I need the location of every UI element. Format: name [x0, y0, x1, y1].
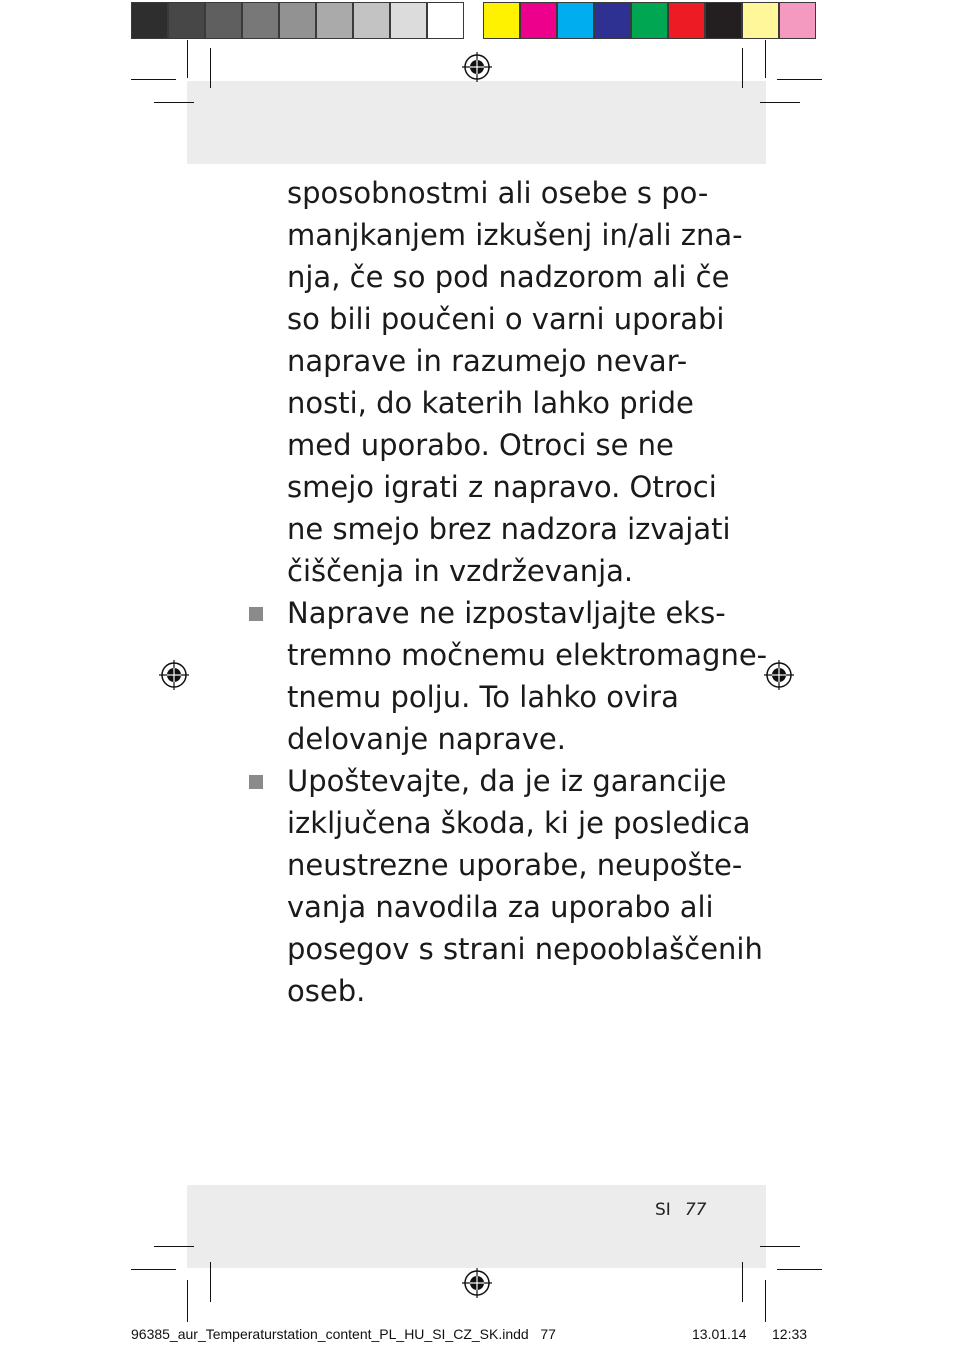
gray-swatch: [131, 2, 168, 39]
gray-swatch: [427, 2, 464, 39]
color-swatch: [594, 2, 631, 39]
color-swatch: [705, 2, 742, 39]
slug-filename: 96385_aur_Temperaturstation_content_PL_HU_SI_CZ_SK.indd 77: [131, 1326, 556, 1342]
crop-mark: [131, 79, 176, 80]
crop-mark: [187, 40, 188, 78]
text-line: so bili poučeni o varni uporabi: [287, 302, 725, 336]
gray-swatch: [279, 2, 316, 39]
crop-mark: [210, 48, 211, 88]
color-swatch: [483, 2, 520, 39]
registration-mark-icon: [764, 660, 794, 690]
text-line: ne smejo brez nadzora izvajati: [287, 512, 731, 546]
text-line: nja, če so pod nadzorom ali če: [287, 260, 730, 294]
gray-swatch: [168, 2, 205, 39]
text-line: vanja navodila za uporabo ali: [287, 890, 714, 924]
print-slug: [131, 1326, 811, 1342]
text-line: tnemu polju. To lahko ovira: [287, 680, 679, 714]
text-line: tremno močnemu elektromagne-: [287, 638, 768, 672]
color-swatch: [742, 2, 779, 39]
crop-mark: [742, 1262, 743, 1302]
crop-mark: [187, 1280, 188, 1322]
registration-mark-icon: [462, 1268, 492, 1298]
gray-swatch: [390, 2, 427, 39]
crop-mark: [154, 1246, 194, 1247]
gray-swatch: [205, 2, 242, 39]
color-swatch: [631, 2, 668, 39]
header-band: [187, 81, 766, 164]
gray-swatch-bar: [131, 2, 464, 39]
bullet-item-warranty: [287, 760, 763, 1012]
gray-swatch: [316, 2, 353, 39]
crop-mark: [765, 40, 766, 78]
crop-mark: [154, 102, 194, 103]
page-number: 77: [684, 1200, 707, 1220]
text-line: posegov s strani nepooblaščenih: [287, 932, 763, 966]
crop-mark: [760, 1246, 800, 1247]
square-bullet-icon: [249, 775, 263, 789]
color-swatch: [520, 2, 557, 39]
text-line: oseb.: [287, 974, 366, 1008]
crop-mark: [760, 102, 800, 103]
text-line: Naprave ne izpostavljajte eks-: [287, 596, 726, 630]
text-line: neustrezne uporabe, neupošte-: [287, 848, 743, 882]
language-code: SI: [655, 1200, 671, 1220]
color-swatch: [779, 2, 816, 39]
text-line: med uporabo. Otroci se ne: [287, 428, 674, 462]
slug-date: 13.01.14: [692, 1326, 747, 1342]
text-line: manjkanjem izkušenj in/ali zna-: [287, 218, 743, 252]
bullet-item-electromagnetic: [287, 592, 768, 760]
text-line: sposobnostmi ali osebe s po-: [287, 176, 709, 210]
crop-mark: [777, 79, 822, 80]
crop-mark: [210, 1262, 211, 1302]
body-text: [287, 172, 768, 1012]
text-line: izključena škoda, ki je posledica: [287, 806, 751, 840]
crop-mark: [131, 1269, 176, 1270]
crop-mark: [742, 48, 743, 88]
registration-mark-icon: [462, 52, 492, 82]
crop-mark: [765, 1280, 766, 1322]
color-swatch: [668, 2, 705, 39]
square-bullet-icon: [249, 607, 263, 621]
gray-swatch: [242, 2, 279, 39]
color-swatch-bar: [483, 2, 816, 39]
page-folio: [655, 1200, 706, 1220]
text-line: čiščenja in vzdrževanja.: [287, 554, 634, 588]
text-line: Upoštevajte, da je iz garancije: [287, 764, 727, 798]
text-line: delovanje naprave.: [287, 722, 566, 756]
color-swatch: [557, 2, 594, 39]
text-line: nosti, do katerih lahko pride: [287, 386, 694, 420]
registration-mark-icon: [159, 660, 189, 690]
footer-band: [187, 1185, 766, 1268]
text-line: smejo igrati z napravo. Otroci: [287, 470, 717, 504]
paragraph-continuation: [287, 172, 743, 592]
gray-swatch: [353, 2, 390, 39]
text-line: naprave in razumejo nevar-: [287, 344, 688, 378]
slug-time: 12:33: [772, 1326, 808, 1342]
crop-mark: [777, 1269, 822, 1270]
